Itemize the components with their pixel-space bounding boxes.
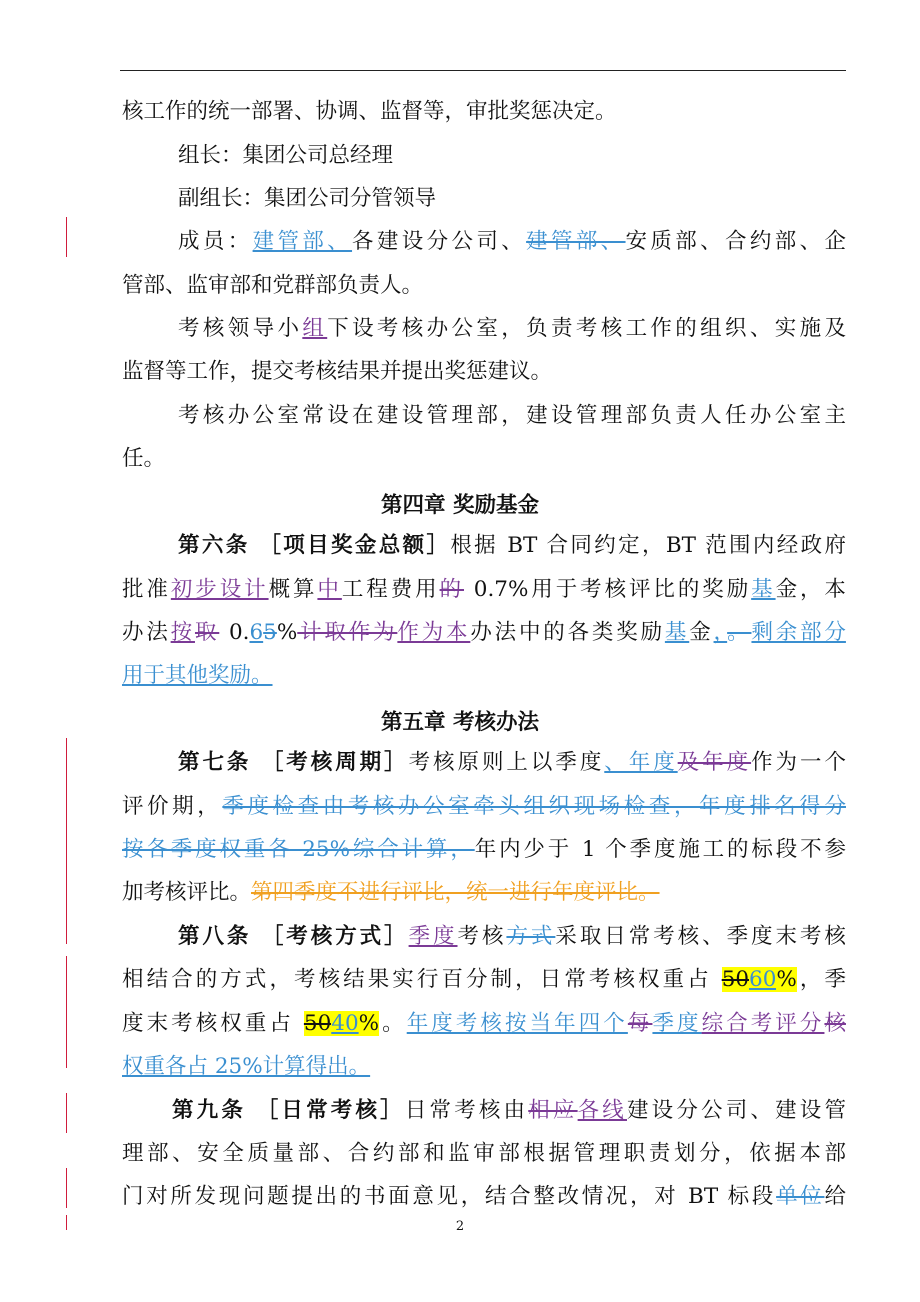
page-number: 2: [455, 1219, 465, 1234]
article-6-line: 批准初步设计概算中工程费用的 0.7%用于考核评比的奖励基金，本: [122, 577, 846, 602]
article-7-line: 按各季度权重各 25%综合计算，年内少于 1 个季度施工的标段不参: [122, 837, 846, 862]
article-7-line: 第七条 ［考核周期］考核原则上以季度、年度及年度作为一个: [178, 750, 846, 775]
article-8-line: 相结合的方式，考核结果实行百分制，日常考核权重占 5060%，季: [122, 967, 846, 992]
article-7-line: 加考核评比。第四季度不进行评比，统一进行年度评比。: [122, 880, 660, 905]
body-line: 任。: [122, 446, 166, 471]
article-6-line: 办法按取 0.65%计取作为作为本办法中的各类奖励基金，。剩余部分: [122, 620, 846, 645]
body-line: 核工作的统一部署、协调、监督等，审批奖惩决定。: [122, 99, 617, 124]
body-line: 组长：集团公司总经理: [178, 143, 394, 168]
chapter-heading: 第五章 考核办法: [381, 710, 539, 735]
body-line: 管部、监审部和党群部负责人。: [122, 273, 424, 298]
change-bar: [66, 956, 67, 1068]
body-line: 副组长：集团公司分管领导: [178, 186, 437, 211]
article-9-line: 门对所发现问题提出的书面意见，结合整改情况，对 BT 标段单位给: [122, 1184, 846, 1209]
article-7-line: 评价期，季度检查由考核办公室牵头组织现场检查，年度排名得分: [122, 794, 846, 819]
article-6-line: 第六条 ［项目奖金总额］根据 BT 合同约定，BT 范围内经政府: [178, 533, 846, 558]
chapter-heading: 第四章 奖励基金: [381, 493, 539, 518]
body-line: 监督等工作，提交考核结果并提出奖惩建议。: [122, 359, 553, 384]
change-bar: [66, 217, 67, 257]
article-8-line: 权重各占 25%计算得出。: [122, 1054, 371, 1079]
article-9-line: 第九条 ［日常考核］日常考核由相应各线建设分公司、建设管: [172, 1098, 846, 1123]
article-8-line: 度末考核权重占 5040%。年度考核按当年四个每季度综合考评分核: [122, 1011, 846, 1036]
change-bar: [66, 1168, 67, 1208]
change-bar: [66, 1093, 67, 1133]
body-line: 成员：建管部、各建设分公司、建管部、安质部、合约部、企: [178, 229, 846, 254]
article-9-line: 理部、安全质量部、合约部和监审部根据管理职责划分，依据本部: [122, 1141, 846, 1166]
body-line: 考核领导小组下设考核办公室，负责考核工作的组织、实施及: [178, 316, 846, 341]
article-8-line: 第八条 ［考核方式］季度考核方式采取日常考核、季度末考核: [178, 924, 846, 949]
change-bar: [66, 738, 67, 944]
article-6-line: 用于其他奖励。: [122, 663, 273, 688]
header-rule: [120, 70, 846, 71]
body-line: 考核办公室常设在建设管理部，建设管理部负责人任办公室主: [178, 403, 846, 428]
